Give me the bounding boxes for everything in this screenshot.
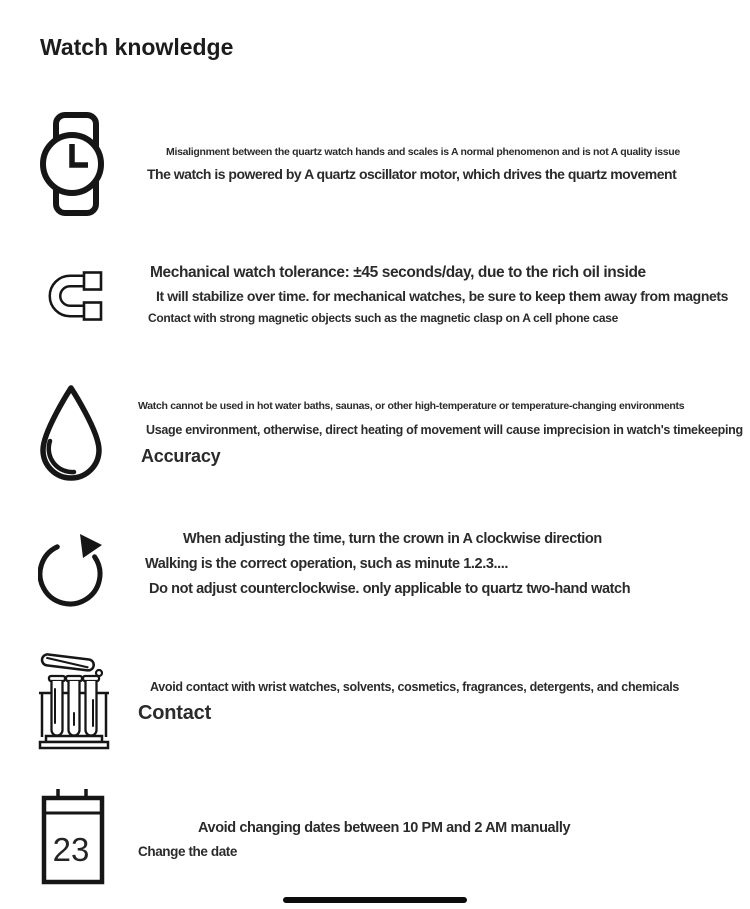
test-tubes-icon [36, 646, 112, 750]
text-line: Misalignment between the quartz watch hands and scales is A normal phenomenon and is not A quality issue [166, 146, 680, 158]
home-indicator[interactable] [283, 897, 467, 903]
section-text [145, 530, 630, 599]
clockwise-arrow-icon [38, 528, 106, 614]
text-line: Walking is the correct operation, such as minute 1.2.3.... [145, 556, 509, 572]
magnet-icon [38, 266, 106, 326]
text-line: Watch cannot be used in hot water baths, saunas, or other high-temperature or temperature-changing environments [138, 400, 685, 412]
watch-icon [40, 112, 106, 216]
section-text [147, 145, 680, 183]
calendar-day: 23 [52, 831, 90, 868]
text-line: It will stabilize over time. for mechanical watches, be sure to keep them away from magnets [156, 288, 729, 304]
section-text [148, 263, 728, 326]
water-drop-icon [38, 384, 104, 481]
text-line: Change the date [138, 844, 238, 859]
section-text [138, 679, 679, 725]
text-line: Do not adjust counterclockwise. only applicable to quartz two-hand watch [149, 581, 631, 597]
text-line: Avoid changing dates between 10 PM and 2 AM manually [198, 820, 571, 836]
text-line: Usage environment, otherwise, direct heating of movement will cause imprecision in watch's timekeeping [146, 423, 743, 437]
section-text [138, 399, 743, 467]
page-title: Watch knowledge [40, 34, 234, 60]
section-text [138, 819, 570, 860]
text-line: Contact with strong magnetic objects such as the magnetic clasp on A cell phone case [148, 311, 619, 325]
text-line: Accuracy [141, 446, 221, 466]
text-line: Mechanical watch tolerance: ±45 seconds/day, due to the rich oil inside [150, 264, 646, 281]
text-line: When adjusting the time, turn the crown in A clockwise direction [183, 531, 602, 547]
calendar-icon [40, 786, 106, 886]
text-line: The watch is powered by A quartz oscillator motor, which drives the quartz movement [147, 166, 677, 182]
text-line: Avoid contact with wrist watches, solvents, cosmetics, fragrances, detergents, and chemicals [150, 680, 680, 694]
text-line: Contact [138, 702, 212, 724]
